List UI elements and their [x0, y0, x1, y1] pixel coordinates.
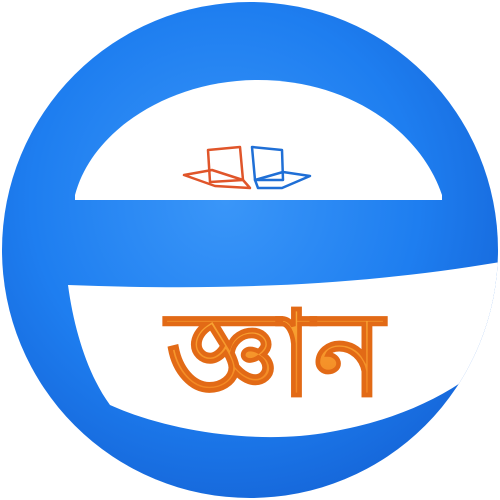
- wordmark-bengali: জ্ঞান: [166, 285, 384, 423]
